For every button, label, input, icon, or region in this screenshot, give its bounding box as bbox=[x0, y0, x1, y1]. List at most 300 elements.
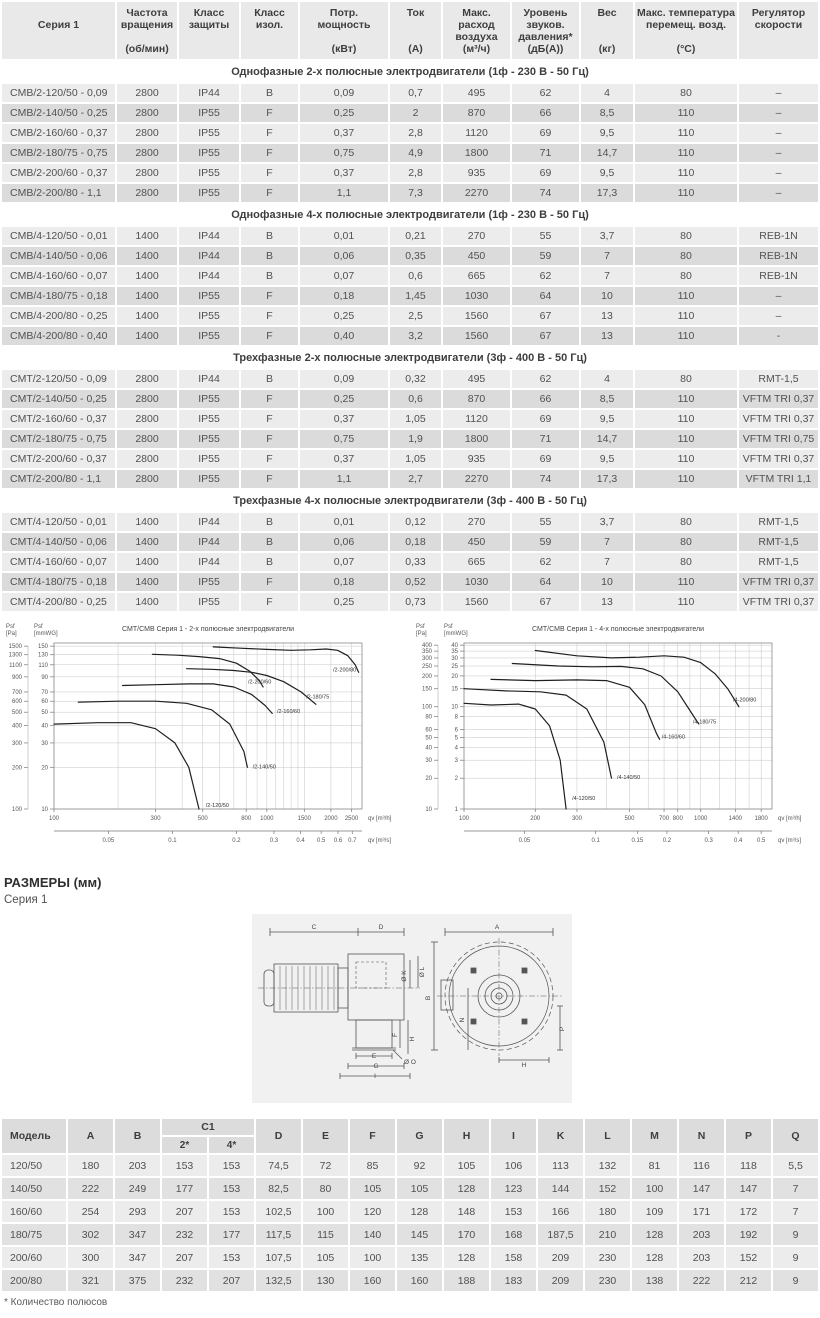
value-cell: 8,5 bbox=[581, 104, 633, 122]
value-cell: 7,3 bbox=[390, 184, 441, 202]
dim-row bbox=[2, 1155, 818, 1176]
spec-row bbox=[2, 307, 818, 325]
value-cell: 100 bbox=[350, 1247, 395, 1268]
section-title: Однофазные 2-х полюсные электродвигатели (1ф - 230 В - 50 Гц) bbox=[2, 61, 818, 82]
model-cell: CMB/4-200/80 - 0,40 bbox=[2, 327, 115, 345]
svg-text:1000: 1000 bbox=[260, 816, 274, 822]
dimension-label: D bbox=[378, 924, 384, 931]
value-cell: 0,40 bbox=[300, 327, 388, 345]
dimension-label: Ø K bbox=[401, 970, 408, 982]
value-cell: 10 bbox=[581, 287, 633, 305]
dimensions-table bbox=[0, 1117, 820, 1293]
value-cell: IP44 bbox=[179, 267, 239, 285]
value-cell: 0,25 bbox=[300, 307, 388, 325]
section-title: Однофазные 4-х полюсные электродвигатели (1ф - 230 В - 50 Гц) bbox=[2, 204, 818, 225]
dim-column-header: H bbox=[444, 1119, 489, 1153]
value-cell: 2800 bbox=[117, 470, 177, 488]
poles-subheader: 2* bbox=[162, 1137, 207, 1153]
value-cell: 153 bbox=[209, 1178, 254, 1199]
value-cell: 128 bbox=[632, 1247, 677, 1268]
dim-header-row bbox=[2, 1119, 818, 1135]
value-cell: 62 bbox=[512, 370, 579, 388]
value-cell: – bbox=[739, 84, 818, 102]
value-cell: VFTM TRI 0,37 bbox=[739, 593, 818, 611]
svg-text:0.3: 0.3 bbox=[269, 838, 279, 844]
value-cell: 203 bbox=[679, 1224, 724, 1245]
poles-footnote: * Количество полюсов bbox=[4, 1297, 108, 1308]
dim-column-header: N bbox=[679, 1119, 724, 1153]
dim-column-header: Q bbox=[773, 1119, 818, 1153]
value-cell: 115 bbox=[303, 1224, 348, 1245]
value-cell: 74 bbox=[512, 184, 579, 202]
model-cell: 200/60 bbox=[2, 1247, 66, 1268]
model-cell: 160/60 bbox=[2, 1201, 66, 1222]
value-cell: 1400 bbox=[117, 227, 177, 245]
model-cell: CMT/2-200/60 - 0,37 bbox=[2, 450, 115, 468]
value-cell: F bbox=[241, 430, 298, 448]
value-cell: 69 bbox=[512, 450, 579, 468]
value-cell: 152 bbox=[585, 1178, 630, 1199]
svg-text:70: 70 bbox=[41, 689, 48, 696]
spec-row bbox=[2, 390, 818, 408]
value-cell: 110 bbox=[635, 287, 737, 305]
value-cell: VFTM TRI 0,37 bbox=[739, 390, 818, 408]
svg-text:30: 30 bbox=[451, 655, 458, 662]
value-cell: 0,6 bbox=[390, 267, 441, 285]
value-cell: IP44 bbox=[179, 370, 239, 388]
spec-row bbox=[2, 164, 818, 182]
svg-text:500: 500 bbox=[197, 816, 208, 822]
spec-row bbox=[2, 470, 818, 488]
value-cell: 171 bbox=[679, 1201, 724, 1222]
value-cell: 222 bbox=[679, 1270, 724, 1291]
value-cell: VFTM TRI 0,75 bbox=[739, 430, 818, 448]
svg-text:1000: 1000 bbox=[694, 816, 708, 822]
value-cell: 207 bbox=[209, 1270, 254, 1291]
dim-row bbox=[2, 1224, 818, 1245]
value-cell: 0,75 bbox=[300, 144, 388, 162]
svg-text:30: 30 bbox=[41, 740, 48, 747]
value-cell: 100 bbox=[632, 1178, 677, 1199]
value-cell: IP55 bbox=[179, 327, 239, 345]
value-cell: 232 bbox=[162, 1224, 207, 1245]
value-cell: 1400 bbox=[117, 553, 177, 571]
value-cell: 170 bbox=[444, 1224, 489, 1245]
dim-column-header: G bbox=[397, 1119, 442, 1153]
value-cell: B bbox=[241, 84, 298, 102]
model-cell: CMT/4-160/60 - 0,07 bbox=[2, 553, 115, 571]
svg-text:50: 50 bbox=[41, 710, 48, 717]
model-cell: CMT/2-180/75 - 0,75 bbox=[2, 430, 115, 448]
value-cell: 1400 bbox=[117, 573, 177, 591]
value-cell: 128 bbox=[444, 1247, 489, 1268]
value-cell: 13 bbox=[581, 593, 633, 611]
value-cell: 9 bbox=[773, 1247, 818, 1268]
svg-text:/4-160/60: /4-160/60 bbox=[661, 734, 686, 741]
spec-row bbox=[2, 227, 818, 245]
svg-text:20: 20 bbox=[425, 776, 432, 783]
svg-text:0.1: 0.1 bbox=[591, 838, 600, 844]
value-cell: 300 bbox=[68, 1247, 113, 1268]
technical-drawing bbox=[252, 918, 572, 1094]
svg-text:130: 130 bbox=[37, 652, 48, 659]
value-cell: 0,37 bbox=[300, 124, 388, 142]
dimension-label: H bbox=[409, 1036, 416, 1042]
value-cell: IP55 bbox=[179, 410, 239, 428]
value-cell: 128 bbox=[444, 1178, 489, 1199]
dimension-label: H bbox=[521, 1062, 527, 1069]
value-cell: IP55 bbox=[179, 164, 239, 182]
svg-text:15: 15 bbox=[451, 686, 458, 693]
value-cell: 2800 bbox=[117, 84, 177, 102]
value-cell: VFTM TRI 0,37 bbox=[739, 573, 818, 591]
value-cell: 192 bbox=[726, 1224, 771, 1245]
model-cell: 120/50 bbox=[2, 1155, 66, 1176]
value-cell: 130 bbox=[303, 1270, 348, 1291]
value-cell: 80 bbox=[635, 370, 737, 388]
value-cell: 80 bbox=[635, 227, 737, 245]
section-header-row bbox=[2, 490, 818, 511]
value-cell: 2800 bbox=[117, 430, 177, 448]
svg-text:500: 500 bbox=[624, 816, 635, 822]
svg-text:[mmWG]: [mmWG] bbox=[34, 631, 58, 637]
value-cell: 7 bbox=[581, 533, 633, 551]
value-cell: 188 bbox=[444, 1270, 489, 1291]
value-cell: 0,18 bbox=[300, 573, 388, 591]
value-cell: 1,05 bbox=[390, 410, 441, 428]
spec-row bbox=[2, 430, 818, 448]
value-cell: 207 bbox=[162, 1201, 207, 1222]
value-cell: 14,7 bbox=[581, 144, 633, 162]
value-cell: F bbox=[241, 184, 298, 202]
svg-text:qv [m³/h]: qv [m³/h] bbox=[368, 816, 392, 822]
svg-text:0.15: 0.15 bbox=[631, 838, 644, 844]
svg-text:Psf: Psf bbox=[416, 624, 425, 630]
value-cell: 62 bbox=[512, 553, 579, 571]
value-cell: 1400 bbox=[117, 287, 177, 305]
dimension-label: N bbox=[459, 1017, 466, 1023]
value-cell: 2,5 bbox=[390, 307, 441, 325]
svg-text:900: 900 bbox=[11, 674, 22, 681]
value-cell: 72 bbox=[303, 1155, 348, 1176]
value-cell: – bbox=[739, 104, 818, 122]
value-cell: 110 bbox=[635, 593, 737, 611]
value-cell: 232 bbox=[162, 1270, 207, 1291]
dimension-label: B bbox=[425, 995, 432, 1001]
svg-text:5: 5 bbox=[454, 735, 458, 742]
value-cell: 9,5 bbox=[581, 410, 633, 428]
value-cell: 177 bbox=[162, 1178, 207, 1199]
svg-text:/2-200/80: /2-200/80 bbox=[332, 667, 357, 674]
model-cell: CMB/2-180/75 - 0,75 bbox=[2, 144, 115, 162]
value-cell: 153 bbox=[162, 1155, 207, 1176]
value-cell: 1400 bbox=[117, 307, 177, 325]
svg-text:1: 1 bbox=[454, 807, 458, 813]
spec-row bbox=[2, 287, 818, 305]
value-cell: 0,06 bbox=[300, 533, 388, 551]
value-cell: 128 bbox=[397, 1201, 442, 1222]
spec-column-header: Макс. температура перемещ. возд. (°С) bbox=[635, 2, 737, 59]
svg-text:30: 30 bbox=[425, 758, 432, 765]
value-cell: 172 bbox=[726, 1201, 771, 1222]
model-cell: CMT/4-120/50 - 0,01 bbox=[2, 513, 115, 531]
svg-text:10: 10 bbox=[425, 807, 432, 813]
svg-text:800: 800 bbox=[672, 816, 683, 822]
value-cell: 110 bbox=[635, 184, 737, 202]
model-cell: CMT/2-140/50 - 0,25 bbox=[2, 390, 115, 408]
value-cell: – bbox=[739, 124, 818, 142]
value-cell: B bbox=[241, 370, 298, 388]
value-cell: 1120 bbox=[443, 124, 510, 142]
svg-text:600: 600 bbox=[11, 699, 22, 706]
model-cell: CMB/2-140/50 - 0,25 bbox=[2, 104, 115, 122]
dim-row bbox=[2, 1247, 818, 1268]
value-cell: 160 bbox=[350, 1270, 395, 1291]
value-cell: 210 bbox=[585, 1224, 630, 1245]
value-cell: – bbox=[739, 164, 818, 182]
value-cell: 230 bbox=[585, 1247, 630, 1268]
svg-text:10: 10 bbox=[451, 704, 458, 711]
spec-row bbox=[2, 104, 818, 122]
value-cell: 222 bbox=[68, 1178, 113, 1199]
svg-text:2000: 2000 bbox=[324, 816, 338, 822]
value-cell: IP55 bbox=[179, 390, 239, 408]
spec-row bbox=[2, 513, 818, 531]
spec-row bbox=[2, 247, 818, 265]
value-cell: 148 bbox=[444, 1201, 489, 1222]
value-cell: 8,5 bbox=[581, 390, 633, 408]
dimension-label: A bbox=[494, 924, 500, 931]
dimension-label: I bbox=[374, 1073, 376, 1080]
svg-text:6: 6 bbox=[454, 727, 458, 734]
svg-text:/4-120/50: /4-120/50 bbox=[572, 796, 596, 803]
svg-text:40: 40 bbox=[425, 745, 432, 752]
value-cell: 135 bbox=[397, 1247, 442, 1268]
value-cell: 0,7 bbox=[390, 84, 441, 102]
value-cell: 123 bbox=[491, 1178, 536, 1199]
value-cell: 81 bbox=[632, 1155, 677, 1176]
dimension-label: Ø O bbox=[404, 1059, 416, 1066]
value-cell: 110 bbox=[635, 164, 737, 182]
value-cell: 2800 bbox=[117, 164, 177, 182]
value-cell: 2 bbox=[390, 104, 441, 122]
value-cell: B bbox=[241, 553, 298, 571]
value-cell: 113 bbox=[538, 1155, 583, 1176]
svg-text:90: 90 bbox=[41, 674, 48, 681]
svg-text:4: 4 bbox=[454, 745, 458, 752]
value-cell: REB-1N bbox=[739, 247, 818, 265]
value-cell: B bbox=[241, 227, 298, 245]
svg-text:[Pa]: [Pa] bbox=[416, 631, 427, 637]
value-cell: 67 bbox=[512, 307, 579, 325]
value-cell: 138 bbox=[632, 1270, 677, 1291]
value-cell: 9 bbox=[773, 1224, 818, 1245]
svg-text:0.5: 0.5 bbox=[756, 838, 766, 844]
model-cell: CMB/4-120/50 - 0,01 bbox=[2, 227, 115, 245]
value-cell: F bbox=[241, 287, 298, 305]
value-cell: 80 bbox=[303, 1178, 348, 1199]
value-cell: B bbox=[241, 533, 298, 551]
svg-text:2: 2 bbox=[454, 776, 458, 783]
value-cell: IP44 bbox=[179, 513, 239, 531]
svg-text:700: 700 bbox=[11, 689, 22, 696]
value-cell: 870 bbox=[443, 104, 510, 122]
section-title: Трехфазные 4-х полюсные электродвигатели (3ф - 400 В - 50 Гц) bbox=[2, 490, 818, 511]
svg-text:800: 800 bbox=[241, 816, 252, 822]
dim-column-header: F bbox=[350, 1119, 395, 1153]
value-cell: 132,5 bbox=[256, 1270, 301, 1291]
value-cell: 0,18 bbox=[390, 533, 441, 551]
value-cell: 153 bbox=[209, 1247, 254, 1268]
value-cell: 85 bbox=[350, 1155, 395, 1176]
value-cell: 105 bbox=[350, 1178, 395, 1199]
model-cell: CMT/4-200/80 - 0,25 bbox=[2, 593, 115, 611]
value-cell: 4 bbox=[581, 370, 633, 388]
value-cell: 55 bbox=[512, 513, 579, 531]
value-cell: 100 bbox=[303, 1201, 348, 1222]
value-cell: IP55 bbox=[179, 573, 239, 591]
model-cell: CMB/2-200/60 - 0,37 bbox=[2, 164, 115, 182]
section-title: Трехфазные 2-х полюсные электродвигатели (3ф - 400 В - 50 Гц) bbox=[2, 347, 818, 368]
model-column-header: Модель bbox=[2, 1119, 66, 1153]
svg-text:50: 50 bbox=[425, 735, 432, 742]
value-cell: 69 bbox=[512, 124, 579, 142]
value-cell: VFTM TRI 0,37 bbox=[739, 410, 818, 428]
value-cell: RMT-1,5 bbox=[739, 553, 818, 571]
value-cell: 145 bbox=[397, 1224, 442, 1245]
svg-text:qv [m³/h]: qv [m³/h] bbox=[778, 816, 802, 822]
value-cell: 153 bbox=[491, 1201, 536, 1222]
svg-text:/4-180/75: /4-180/75 bbox=[692, 719, 717, 726]
svg-text:10: 10 bbox=[41, 807, 48, 813]
svg-text:0.6: 0.6 bbox=[333, 838, 343, 844]
dim-row bbox=[2, 1270, 818, 1291]
value-cell: 2800 bbox=[117, 104, 177, 122]
spec-column-header: Вес (кг) bbox=[581, 2, 633, 59]
value-cell: 66 bbox=[512, 104, 579, 122]
svg-text:350: 350 bbox=[421, 649, 432, 656]
svg-text:[mmWG]: [mmWG] bbox=[444, 631, 468, 637]
value-cell: 160 bbox=[397, 1270, 442, 1291]
value-cell: 62 bbox=[512, 84, 579, 102]
svg-text:250: 250 bbox=[421, 664, 432, 671]
svg-text:200: 200 bbox=[530, 816, 541, 822]
value-cell: 132 bbox=[585, 1155, 630, 1176]
svg-text:0.5: 0.5 bbox=[316, 838, 326, 844]
technical-drawing-panel bbox=[252, 914, 572, 1103]
value-cell: 0,09 bbox=[300, 84, 388, 102]
spec-row bbox=[2, 84, 818, 102]
spec-row bbox=[2, 327, 818, 345]
value-cell: 1,1 bbox=[300, 470, 388, 488]
value-cell: 302 bbox=[68, 1224, 113, 1245]
value-cell: F bbox=[241, 164, 298, 182]
value-cell: 80 bbox=[635, 267, 737, 285]
value-cell: 187,5 bbox=[538, 1224, 583, 1245]
svg-text:/2-200/60: /2-200/60 bbox=[248, 679, 272, 686]
svg-text:[Pa]: [Pa] bbox=[6, 631, 17, 637]
poles-subheader: 4* bbox=[209, 1137, 254, 1153]
dimension-label: Ø L bbox=[419, 966, 426, 978]
value-cell: 230 bbox=[585, 1270, 630, 1291]
svg-text:25: 25 bbox=[451, 664, 458, 671]
value-cell: 144 bbox=[538, 1178, 583, 1199]
value-cell: 935 bbox=[443, 164, 510, 182]
value-cell: F bbox=[241, 307, 298, 325]
value-cell: – bbox=[739, 184, 818, 202]
dimension-label: F bbox=[392, 1033, 399, 1037]
value-cell: 1030 bbox=[443, 287, 510, 305]
svg-text:3: 3 bbox=[454, 758, 458, 765]
value-cell: IP55 bbox=[179, 470, 239, 488]
spec-row bbox=[2, 370, 818, 388]
value-cell: RMT-1,5 bbox=[739, 513, 818, 531]
spec-row bbox=[2, 573, 818, 591]
value-cell: 3,2 bbox=[390, 327, 441, 345]
model-cell: CMT/4-140/50 - 0,06 bbox=[2, 533, 115, 551]
value-cell: 107,5 bbox=[256, 1247, 301, 1268]
value-cell: 209 bbox=[538, 1270, 583, 1291]
value-cell: 147 bbox=[679, 1178, 724, 1199]
svg-text:300: 300 bbox=[150, 816, 161, 822]
dim-column-header: M bbox=[632, 1119, 677, 1153]
spec-column-header: Ток (А) bbox=[390, 2, 441, 59]
value-cell: 80 bbox=[635, 553, 737, 571]
svg-text:300: 300 bbox=[11, 740, 22, 747]
value-cell: 14,7 bbox=[581, 430, 633, 448]
spec-column-header: Частота вращения (об/мин) bbox=[117, 2, 177, 59]
value-cell: 0,25 bbox=[300, 104, 388, 122]
value-cell: 0,18 bbox=[300, 287, 388, 305]
value-cell: 105 bbox=[397, 1178, 442, 1199]
value-cell: 62 bbox=[512, 267, 579, 285]
svg-text:0.2: 0.2 bbox=[662, 838, 672, 844]
value-cell: 347 bbox=[115, 1247, 160, 1268]
svg-text:35: 35 bbox=[451, 649, 458, 656]
value-cell: 67 bbox=[512, 327, 579, 345]
value-cell: 935 bbox=[443, 450, 510, 468]
value-cell: 168 bbox=[491, 1224, 536, 1245]
spec-row bbox=[2, 267, 818, 285]
value-cell: 59 bbox=[512, 247, 579, 265]
value-cell: 67 bbox=[512, 593, 579, 611]
value-cell: 1400 bbox=[117, 593, 177, 611]
svg-text:0.7: 0.7 bbox=[348, 838, 357, 844]
value-cell: 2270 bbox=[443, 470, 510, 488]
value-cell: VFTM TRI 0,37 bbox=[739, 450, 818, 468]
value-cell: 0,09 bbox=[300, 370, 388, 388]
value-cell: 3,7 bbox=[581, 227, 633, 245]
value-cell: 110 bbox=[635, 104, 737, 122]
model-cell: CMB/4-200/80 - 0,25 bbox=[2, 307, 115, 325]
value-cell: 0,07 bbox=[300, 553, 388, 571]
model-cell: CMT/2-160/60 - 0,37 bbox=[2, 410, 115, 428]
spec-row bbox=[2, 533, 818, 551]
svg-text:1500: 1500 bbox=[8, 644, 22, 651]
value-cell: 495 bbox=[443, 84, 510, 102]
value-cell: 450 bbox=[443, 247, 510, 265]
value-cell: 1400 bbox=[117, 513, 177, 531]
value-cell: 74 bbox=[512, 470, 579, 488]
value-cell: – bbox=[739, 307, 818, 325]
spec-column-header: Потр. мощность (кВт) bbox=[300, 2, 388, 59]
spec-row bbox=[2, 144, 818, 162]
value-cell: IP55 bbox=[179, 287, 239, 305]
value-cell: 110 bbox=[635, 430, 737, 448]
spec-column-header: Серия 1 bbox=[2, 2, 115, 59]
value-cell: 80 bbox=[635, 247, 737, 265]
model-cell: CMB/4-140/50 - 0,06 bbox=[2, 247, 115, 265]
